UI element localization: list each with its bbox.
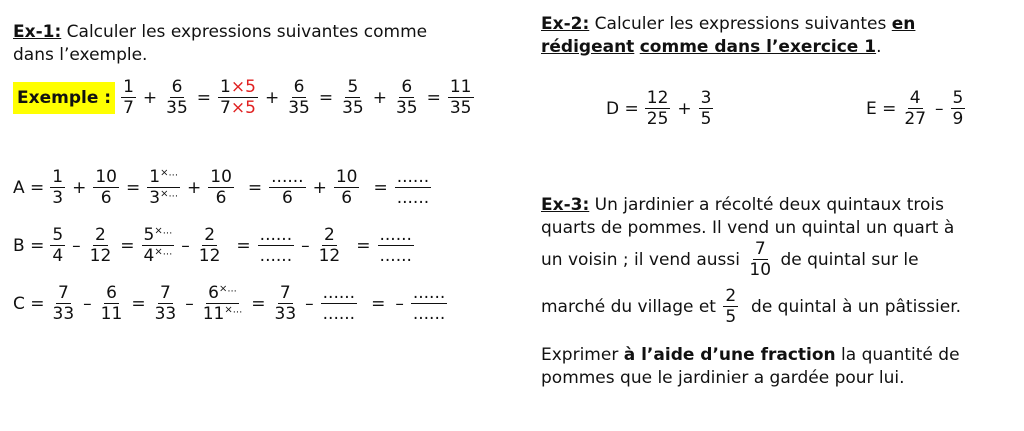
fraction — [50, 167, 65, 208]
numerator: 3 — [700, 88, 712, 108]
denominator — [218, 98, 258, 118]
numerator — [206, 283, 239, 304]
equals-sign: = — [426, 87, 441, 108]
numerator: 7 — [754, 239, 766, 259]
fraction — [747, 239, 773, 280]
fraction — [951, 88, 966, 129]
denominator-blank: ...... — [379, 246, 412, 266]
denominator: 3 — [52, 188, 64, 208]
fraction — [723, 286, 738, 327]
ex2-period: . — [876, 37, 882, 57]
numerator: 7 — [159, 283, 171, 303]
plus-sign: + — [72, 177, 87, 198]
ex3-title: Ex-3: — [541, 195, 590, 215]
equals-sign: = — [356, 235, 371, 256]
fraction — [153, 283, 179, 324]
numerator: 5 — [347, 77, 359, 97]
denominator: 12 — [89, 246, 112, 266]
denominator: 11 — [100, 304, 123, 324]
denominator: 9 — [952, 109, 964, 129]
denominator: 6 — [100, 188, 112, 208]
denominator-value: 3 — [149, 188, 161, 208]
fraction — [321, 283, 357, 324]
numerator: 2 — [725, 286, 737, 306]
equals-sign: = — [120, 235, 135, 256]
denominator: 35 — [342, 98, 364, 118]
ex2-title: Ex-2: — [541, 14, 590, 34]
ex3-text-line4b: de quintal à un pâtissier. — [740, 296, 962, 317]
denominator: 25 — [646, 109, 669, 129]
numerator: 6 — [293, 77, 305, 97]
multiplier-blank: ×... — [160, 188, 178, 200]
denominator-blank: ...... — [396, 188, 430, 208]
denominator: 10 — [749, 260, 772, 280]
numerator-blank: ...... — [412, 283, 446, 303]
denominator: 4 — [52, 246, 64, 266]
ex3-line1 — [541, 194, 944, 217]
ex3-line3 — [541, 239, 919, 280]
fraction — [258, 225, 294, 266]
fraction — [93, 167, 119, 208]
fraction — [411, 283, 447, 324]
fraction — [334, 167, 360, 208]
ex2-instruction-text: Calculer les expressions suivantes — [589, 14, 892, 34]
numerator-blank: ...... — [271, 167, 304, 187]
denominator-blank: ...... — [259, 246, 293, 266]
plus-sign: + — [142, 87, 158, 108]
numerator: 5 — [952, 88, 964, 108]
ex3-question-line2: pommes que le jardinier a gardée pour lui. — [541, 368, 905, 388]
fraction — [317, 225, 343, 266]
ex3-text-line3a: un voisin ; il vend aussi — [541, 249, 746, 270]
denominator — [201, 304, 245, 324]
equals-sign: = — [236, 235, 251, 256]
numerator: 7 — [279, 283, 291, 303]
denominator: 33 — [52, 304, 75, 324]
numerator: 5 — [52, 225, 64, 245]
fraction — [50, 225, 65, 266]
numerator: 2 — [324, 225, 335, 245]
fraction — [51, 283, 77, 324]
numerator-value: 1 — [149, 167, 161, 187]
expression-a-label: A = — [13, 177, 45, 198]
denominator: 6 — [215, 188, 227, 208]
numerator: 11 — [449, 77, 472, 97]
equals-sign: = — [131, 293, 146, 314]
ex1-instruction-line1: Calculer les expressions suivantes comme — [61, 22, 428, 42]
minus-sign: – — [301, 235, 310, 256]
expression-e-row — [866, 88, 967, 129]
denominator — [147, 188, 180, 208]
fraction — [273, 283, 299, 324]
expression-c-label: C = — [13, 293, 45, 314]
ex1-title: Ex-1: — [13, 22, 62, 42]
numerator: 1 — [123, 77, 134, 97]
base-value: 1 — [220, 77, 231, 97]
fraction — [699, 88, 714, 129]
denominator: 35 — [395, 98, 418, 118]
denominator: 35 — [288, 98, 310, 118]
expression-c-row — [13, 283, 449, 324]
red-multiplier: ×5 — [230, 77, 256, 97]
multiplier-blank: ×... — [154, 225, 173, 237]
numerator: 10 — [95, 167, 117, 187]
fraction — [395, 167, 431, 208]
numerator-value: 6 — [208, 283, 219, 303]
multiplier-blank: ×... — [218, 283, 237, 295]
expression-b-row — [13, 225, 416, 266]
numerator: 1 — [52, 167, 64, 187]
denominator: 5 — [725, 307, 737, 327]
minus-sign: – — [83, 293, 92, 314]
example-label: Exemple : — [13, 82, 115, 114]
fraction — [394, 77, 420, 118]
fraction — [164, 77, 190, 118]
ex3-text-line1: Un jardinier a récolté deux quintaux trois — [589, 195, 945, 215]
numerator: 4 — [909, 88, 921, 108]
fraction — [121, 77, 136, 118]
denominator-expression — [220, 98, 256, 118]
example-row — [13, 77, 476, 118]
ex1-instruction — [13, 21, 427, 44]
ex2-emphasis-en: en — [891, 14, 916, 34]
fraction — [197, 225, 223, 266]
equals-sign: = — [373, 177, 388, 198]
numerator-blank: ...... — [322, 283, 356, 303]
numerator: 10 — [210, 167, 232, 187]
expression-d-row — [606, 88, 715, 129]
fraction — [340, 77, 366, 118]
plus-sign: + — [187, 177, 202, 198]
equals-sign: = — [196, 87, 212, 108]
fraction-highlighted — [218, 77, 258, 118]
ex1-instruction-line2: dans l’exemple. — [13, 45, 148, 65]
plus-sign: + — [264, 87, 280, 108]
numerator: 2 — [204, 225, 216, 245]
denominator-value: 11 — [202, 304, 225, 324]
fraction — [902, 88, 928, 129]
equals-sign: = — [251, 293, 266, 314]
denominator-value: 4 — [143, 246, 155, 266]
ex3-text-line4a: marché du village et — [541, 296, 722, 317]
expression-e-label: E = — [866, 98, 897, 119]
fraction — [99, 283, 125, 324]
fraction — [269, 167, 305, 208]
numerator: 12 — [646, 88, 669, 108]
denominator: 12 — [318, 246, 341, 266]
plus-sign: + — [372, 87, 387, 108]
base-value: 7 — [220, 98, 231, 118]
ex2-emphasis-redigeant: rédigeant — [541, 37, 635, 57]
multiplier-blank: ×... — [160, 167, 178, 179]
numerator: 10 — [335, 167, 358, 187]
equals-sign: = — [371, 293, 386, 314]
minus-sign: – — [181, 235, 190, 256]
denominator: 27 — [904, 109, 927, 129]
numerator — [218, 77, 258, 98]
denominator: 12 — [198, 246, 221, 266]
expression-a-row — [13, 167, 433, 208]
plus-sign: + — [677, 98, 692, 119]
expression-b-label: B = — [13, 235, 45, 256]
denominator: 35 — [166, 98, 188, 118]
denominator: 7 — [123, 98, 134, 118]
fraction-with-factor — [147, 167, 180, 208]
fraction — [378, 225, 414, 266]
numerator: 2 — [95, 225, 106, 245]
ex3-text-line3b: de quintal sur le — [775, 249, 919, 270]
denominator: 33 — [274, 304, 297, 324]
ex3-text-line2: quarts de pommes. Il vend un quintal un quart à — [541, 218, 955, 238]
fraction — [448, 77, 474, 118]
numerator-blank: ...... — [259, 225, 293, 245]
fraction — [645, 88, 671, 129]
ex2-instruction-line2 — [541, 36, 882, 59]
ex3-question-line1 — [541, 344, 960, 367]
minus-sign: – — [185, 293, 194, 314]
equals-sign: = — [247, 177, 263, 198]
denominator — [142, 246, 175, 266]
plus-sign: + — [312, 177, 327, 198]
ex2-emphasis-exercice: comme dans l’exercice 1 — [639, 37, 877, 57]
denominator: 35 — [449, 98, 472, 118]
ex3-line4 — [541, 286, 961, 327]
denominator: 6 — [281, 188, 293, 208]
numerator: 6 — [106, 283, 117, 303]
denominator-blank: ...... — [322, 304, 356, 324]
fraction — [208, 167, 234, 208]
numerator-blank: ...... — [379, 225, 412, 245]
numerator — [147, 167, 180, 188]
equals-sign: = — [126, 177, 141, 198]
denominator-blank: ...... — [412, 304, 446, 324]
denominator: 6 — [341, 188, 353, 208]
numerator: 6 — [171, 77, 183, 97]
ex3-q-emphasis: à l’aide d’une fraction — [623, 345, 836, 365]
multiplier-blank: ×... — [154, 246, 173, 258]
equals-sign: = — [318, 87, 334, 108]
minus-sign: – — [395, 293, 404, 314]
minus-sign: – — [935, 98, 944, 119]
numerator: 6 — [401, 77, 413, 97]
fraction-with-factor — [201, 283, 245, 324]
numerator-value: 5 — [143, 225, 155, 245]
numerator — [142, 225, 175, 246]
minus-sign: – — [72, 235, 81, 256]
ex2-instruction — [541, 13, 915, 36]
expression-d-label: D = — [606, 98, 639, 119]
denominator: 5 — [700, 109, 712, 129]
fraction — [88, 225, 114, 266]
red-multiplier: ×5 — [230, 98, 256, 118]
numerator-expression — [220, 77, 256, 97]
ex3-q-text-c: la quantité de — [835, 345, 960, 365]
multiplier-blank: ×... — [224, 304, 243, 316]
fraction-with-factor — [142, 225, 175, 266]
fraction — [286, 77, 312, 118]
ex3-q-text-a: Exprimer — [541, 345, 624, 365]
minus-sign: – — [305, 293, 314, 314]
numerator-blank: ...... — [396, 167, 430, 187]
denominator: 33 — [154, 304, 177, 324]
numerator: 7 — [57, 283, 69, 303]
